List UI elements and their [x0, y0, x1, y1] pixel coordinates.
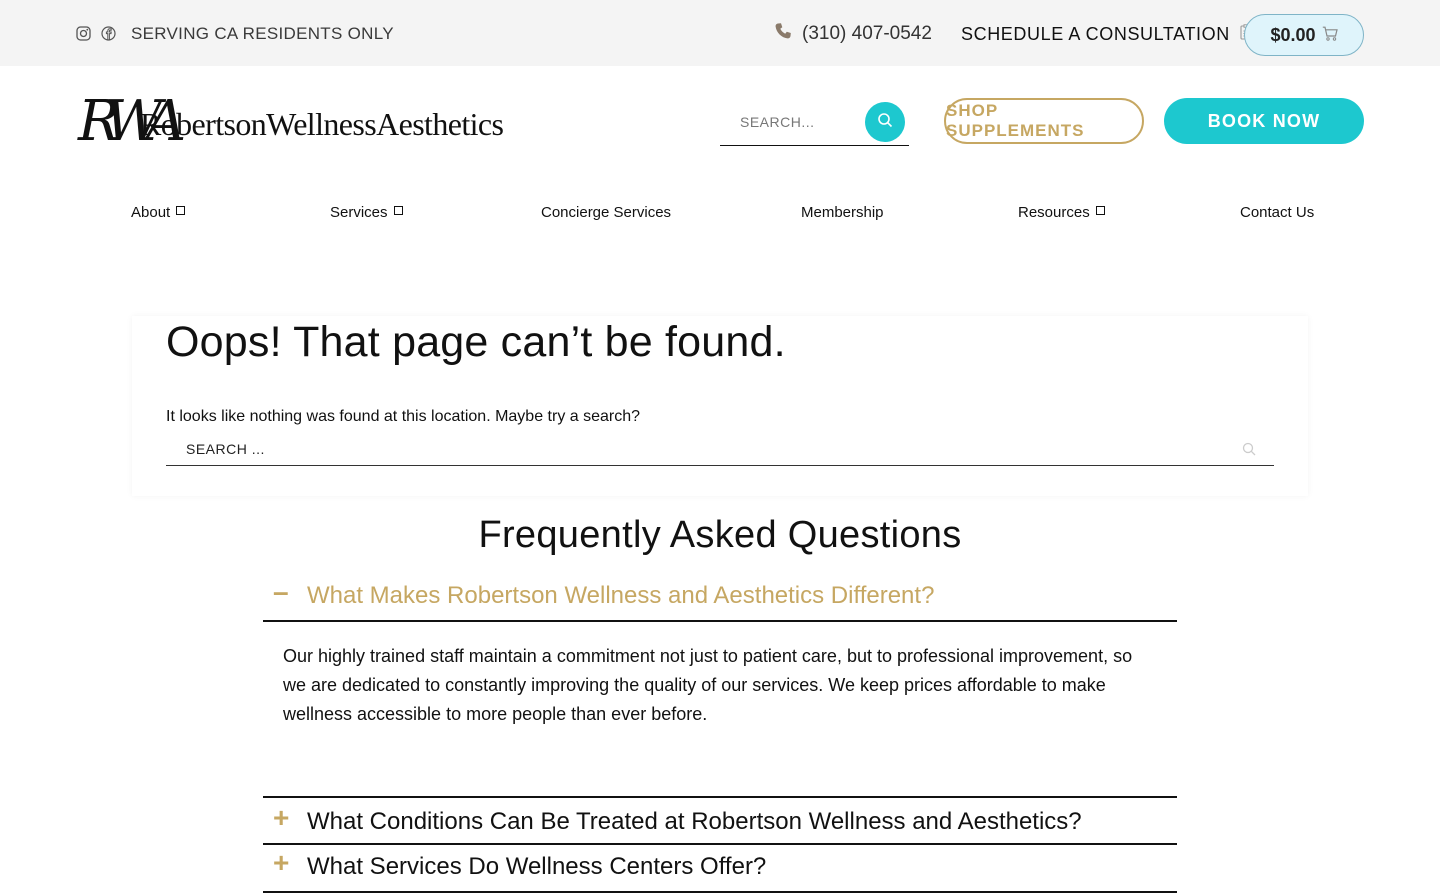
dropdown-caret-icon: [176, 206, 185, 215]
cart-icon: [1322, 25, 1338, 46]
nav-item-concierge-services[interactable]: [541, 204, 671, 221]
faq-accordion: [263, 574, 1177, 893]
phone-icon: [774, 22, 792, 45]
logo-wordmark: RobertsonWellnessAesthetics: [140, 106, 504, 142]
nav-item-label: Membership: [801, 204, 884, 221]
nav-item-label: About: [131, 204, 171, 221]
dropdown-caret-icon: [1096, 206, 1105, 215]
expand-icon: +: [273, 847, 290, 878]
expand-icon: +: [273, 802, 290, 833]
cart-button[interactable]: [1244, 14, 1364, 56]
faq-question[interactable]: [263, 845, 1177, 893]
social-links: [76, 26, 116, 41]
faq-title: Frequently Asked Questions: [478, 514, 962, 556]
site-logo[interactable]: [78, 84, 504, 164]
nav-item-services[interactable]: [330, 204, 403, 221]
instagram-icon[interactable]: [76, 26, 91, 41]
nav-item-label: Services: [330, 204, 388, 221]
header-search-button[interactable]: [865, 102, 905, 142]
dropdown-caret-icon: [394, 206, 403, 215]
page-search-form: [166, 434, 1274, 466]
header-search: [720, 100, 909, 146]
faq-question-text: What Services Do Wellness Centers Offer?: [307, 853, 767, 880]
phone-number: (310) 407-0542: [802, 22, 932, 44]
not-found-panel: [132, 316, 1308, 496]
schedule-consultation-link[interactable]: [961, 24, 1253, 45]
nav-item-label: Resources: [1018, 204, 1090, 221]
serving-notice: SERVING CA RESIDENTS ONLY: [131, 24, 394, 43]
top-bar: [0, 0, 1440, 66]
facebook-icon[interactable]: [101, 26, 116, 41]
faq-question-text: What Makes Robertson Wellness and Aesthetics Different?: [307, 582, 935, 609]
faq-question[interactable]: [263, 574, 1177, 622]
search-icon: [877, 112, 893, 133]
nav-item-about[interactable]: [131, 204, 185, 221]
header-search-input[interactable]: [720, 100, 860, 144]
phone-link[interactable]: [774, 22, 932, 45]
not-found-message: It looks like nothing was found at this location. Maybe try a search?: [166, 408, 641, 425]
nav-item-contact-us[interactable]: [1240, 204, 1314, 221]
shop-supplements-button[interactable]: SHOP SUPPLEMENTS: [944, 98, 1144, 144]
nav-item-label: Contact Us: [1240, 204, 1315, 221]
faq-question[interactable]: [263, 798, 1177, 845]
faq-question-text: What Conditions Can Be Treated at Robertson Wellness and Aesthetics?: [307, 808, 1082, 835]
book-now-button[interactable]: BOOK NOW: [1164, 98, 1364, 144]
schedule-consultation-label: SCHEDULE A CONSULTATION: [961, 24, 1230, 44]
page-title: Oops! That page can’t be found.: [166, 318, 786, 366]
collapse-icon: –: [273, 576, 289, 607]
nav-item-label: Concierge Services: [541, 204, 672, 221]
cart-total: $0.00: [1270, 24, 1316, 45]
search-icon[interactable]: [1242, 442, 1256, 461]
page-search-input[interactable]: [166, 434, 1226, 464]
faq-answer: Our highly trained staff maintain a commitment not just to patient care, but to professional improvement, so we are dedicated to constantly improving the quality of our services. We keep prices affordable to make wellness accessible to more people than ever before.: [263, 622, 1177, 798]
nav-item-membership[interactable]: [801, 204, 884, 221]
nav-item-resources[interactable]: [1018, 204, 1105, 221]
logo-monogram: RWA: [78, 89, 173, 154]
main-nav: [0, 204, 1440, 230]
